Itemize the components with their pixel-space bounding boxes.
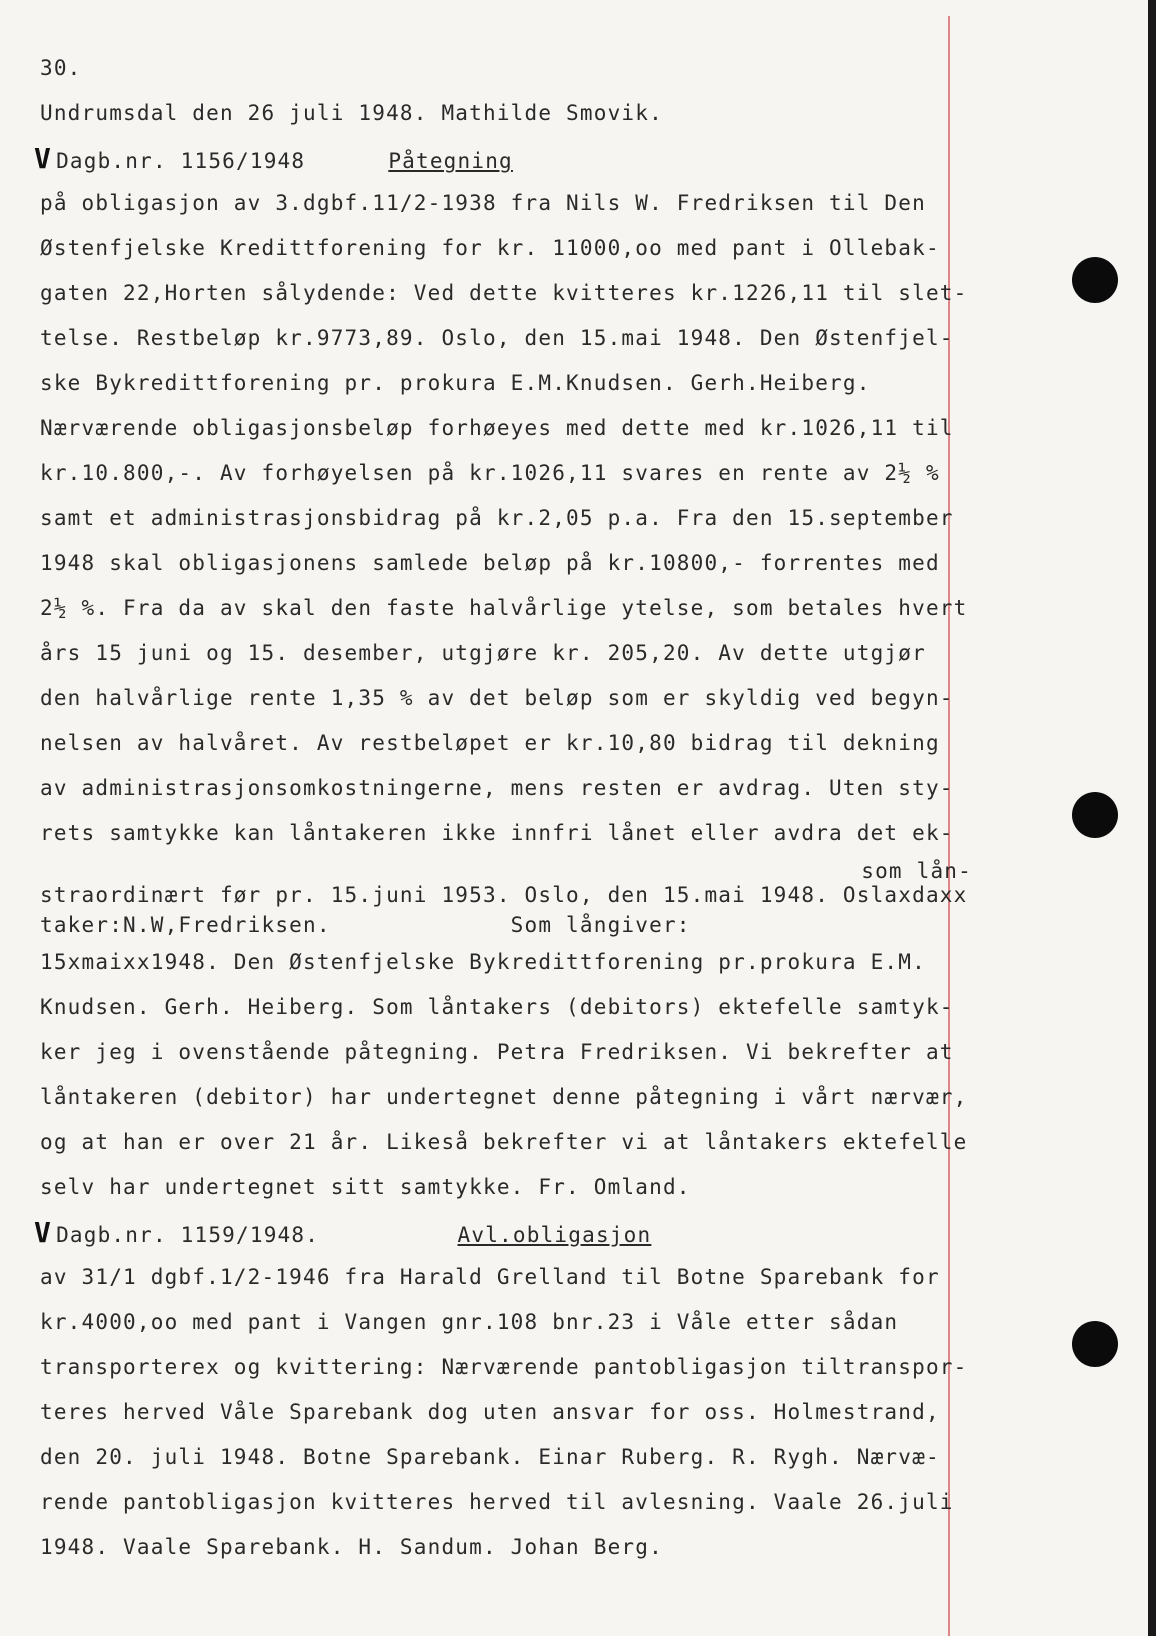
body-line: den 20. juli 1948. Botne Sparebank. Einar Ruberg. R. Rygh. Nærvæ- <box>40 1445 940 1469</box>
punch-hole <box>1072 1321 1118 1367</box>
entry-body <box>40 1255 980 1570</box>
body-line: telse. Restbeløp kr.9773,89. Oslo, den 15.mai 1948. Den Østenfjel- <box>40 326 954 350</box>
entry-heading <box>34 1210 980 1255</box>
dagb-number: Dagb.nr. 1159/1948. <box>56 1223 320 1247</box>
body-line: og at han er over 21 år. Likeså bekrefter vi at låntakers ektefelle <box>40 1130 968 1154</box>
body-line: ker jeg i ovenstående påtegning. Petra Fredriksen. Vi bekrefter at <box>40 1040 954 1064</box>
body-line: gaten 22,Horten sålydende: Ved dette kvitteres kr.1226,11 til slet- <box>40 281 968 305</box>
body-line: kr.10.800,-. Av forhøyelsen på kr.1026,11 svares en rente av 2½ % <box>40 461 940 485</box>
entry-heading <box>34 136 980 181</box>
entry-body <box>40 181 980 1210</box>
body-line: års 15 juni og 15. desember, utgjøre kr. 205,20. Av dette utgjør <box>40 641 926 665</box>
body-line: den halvårlige rente 1,35 % av det beløp som er skyldig ved begyn- <box>40 686 954 710</box>
body-line: av administrasjonsomkostningerne, mens resten er avdrag. Uten sty- <box>40 776 954 800</box>
body-line: 1948 skal obligasjonens samlede beløp på kr.10800,- forrentes med <box>40 551 940 575</box>
punch-hole <box>1072 792 1118 838</box>
signature-line: taker:N.W,Fredriksen. Som långiver: <box>40 913 691 937</box>
body-line: rende pantobligasjon kvitteres herved til avlesning. Vaale 26.juli <box>40 1490 954 1514</box>
body-line: 1948. Vaale Sparebank. H. Sandum. Johan Berg. <box>40 1535 663 1559</box>
body-line: på obligasjon av 3.dgbf.11/2-1938 fra Nils W. Fredriksen til Den <box>40 191 926 215</box>
body-line: Knudsen. Gerh. Heiberg. Som låntakers (debitors) ektefelle samtyk- <box>40 995 954 1019</box>
body-line: 2½ %. Fra da av skal den faste halvårlige ytelse, som betales hvert <box>40 596 968 620</box>
punch-hole <box>1072 257 1118 303</box>
body-line: Østenfjelske Kredittforening for kr. 11000,oo med pant i Ollebak- <box>40 236 940 260</box>
typed-text-block <box>34 46 980 1570</box>
body-line: av 31/1 dgbf.1/2-1946 fra Harald Grelland til Botne Sparebank for <box>40 1265 940 1289</box>
body-line: 15xmaixx1948. Den Østenfjelske Bykredittforening pr.prokura E.M. <box>40 950 926 974</box>
header-line: Undrumsdal den 26 juli 1948. Mathilde Smovik. <box>40 101 663 125</box>
body-line: samt et administrasjonsbidrag på kr.2,05 p.a. Fra den 15.september <box>40 506 954 530</box>
check-mark: V <box>34 142 53 175</box>
body-line: transporterex og kvittering: Nærværende pantobligasjon tiltranspor- <box>40 1355 968 1379</box>
body-line: ske Bykredittforening pr. prokura E.M.Knudsen. Gerh.Heiberg. <box>40 371 871 395</box>
body-line: selv har undertegnet sitt samtykke. Fr. Omland. <box>40 1175 691 1199</box>
body-line: låntakeren (debitor) har undertegnet denne påtegning i vårt nærvær, <box>40 1085 968 1109</box>
page-number: 30. <box>40 56 82 80</box>
dagb-number: Dagb.nr. 1156/1948 <box>56 149 306 173</box>
entry-title: Avl.obligasjon <box>457 1223 652 1247</box>
body-line: kr.4000,oo med pant i Vangen gnr.108 bnr.23 i Våle etter sådan <box>40 1310 899 1334</box>
body-line: nelsen av halvåret. Av restbeløpet er kr.10,80 bidrag til dekning <box>40 731 940 755</box>
body-line: rets samtykke kan låntakeren ikke innfri lånet eller avdra det ek- <box>40 821 954 845</box>
body-line: teres herved Våle Sparebank dog uten ansvar for oss. Holmestrand, <box>40 1400 940 1424</box>
entry-title: Påtegning <box>388 149 513 173</box>
body-line: straordinært før pr. 15.juni 1953. Oslo, den 15.mai 1948. Oslaxdaxx <box>40 883 968 907</box>
check-mark: V <box>34 1216 53 1249</box>
margin-note: som lån- <box>861 859 972 883</box>
body-line: Nærværende obligasjonsbeløp forhøeyes med dette med kr.1026,11 til <box>40 416 954 440</box>
